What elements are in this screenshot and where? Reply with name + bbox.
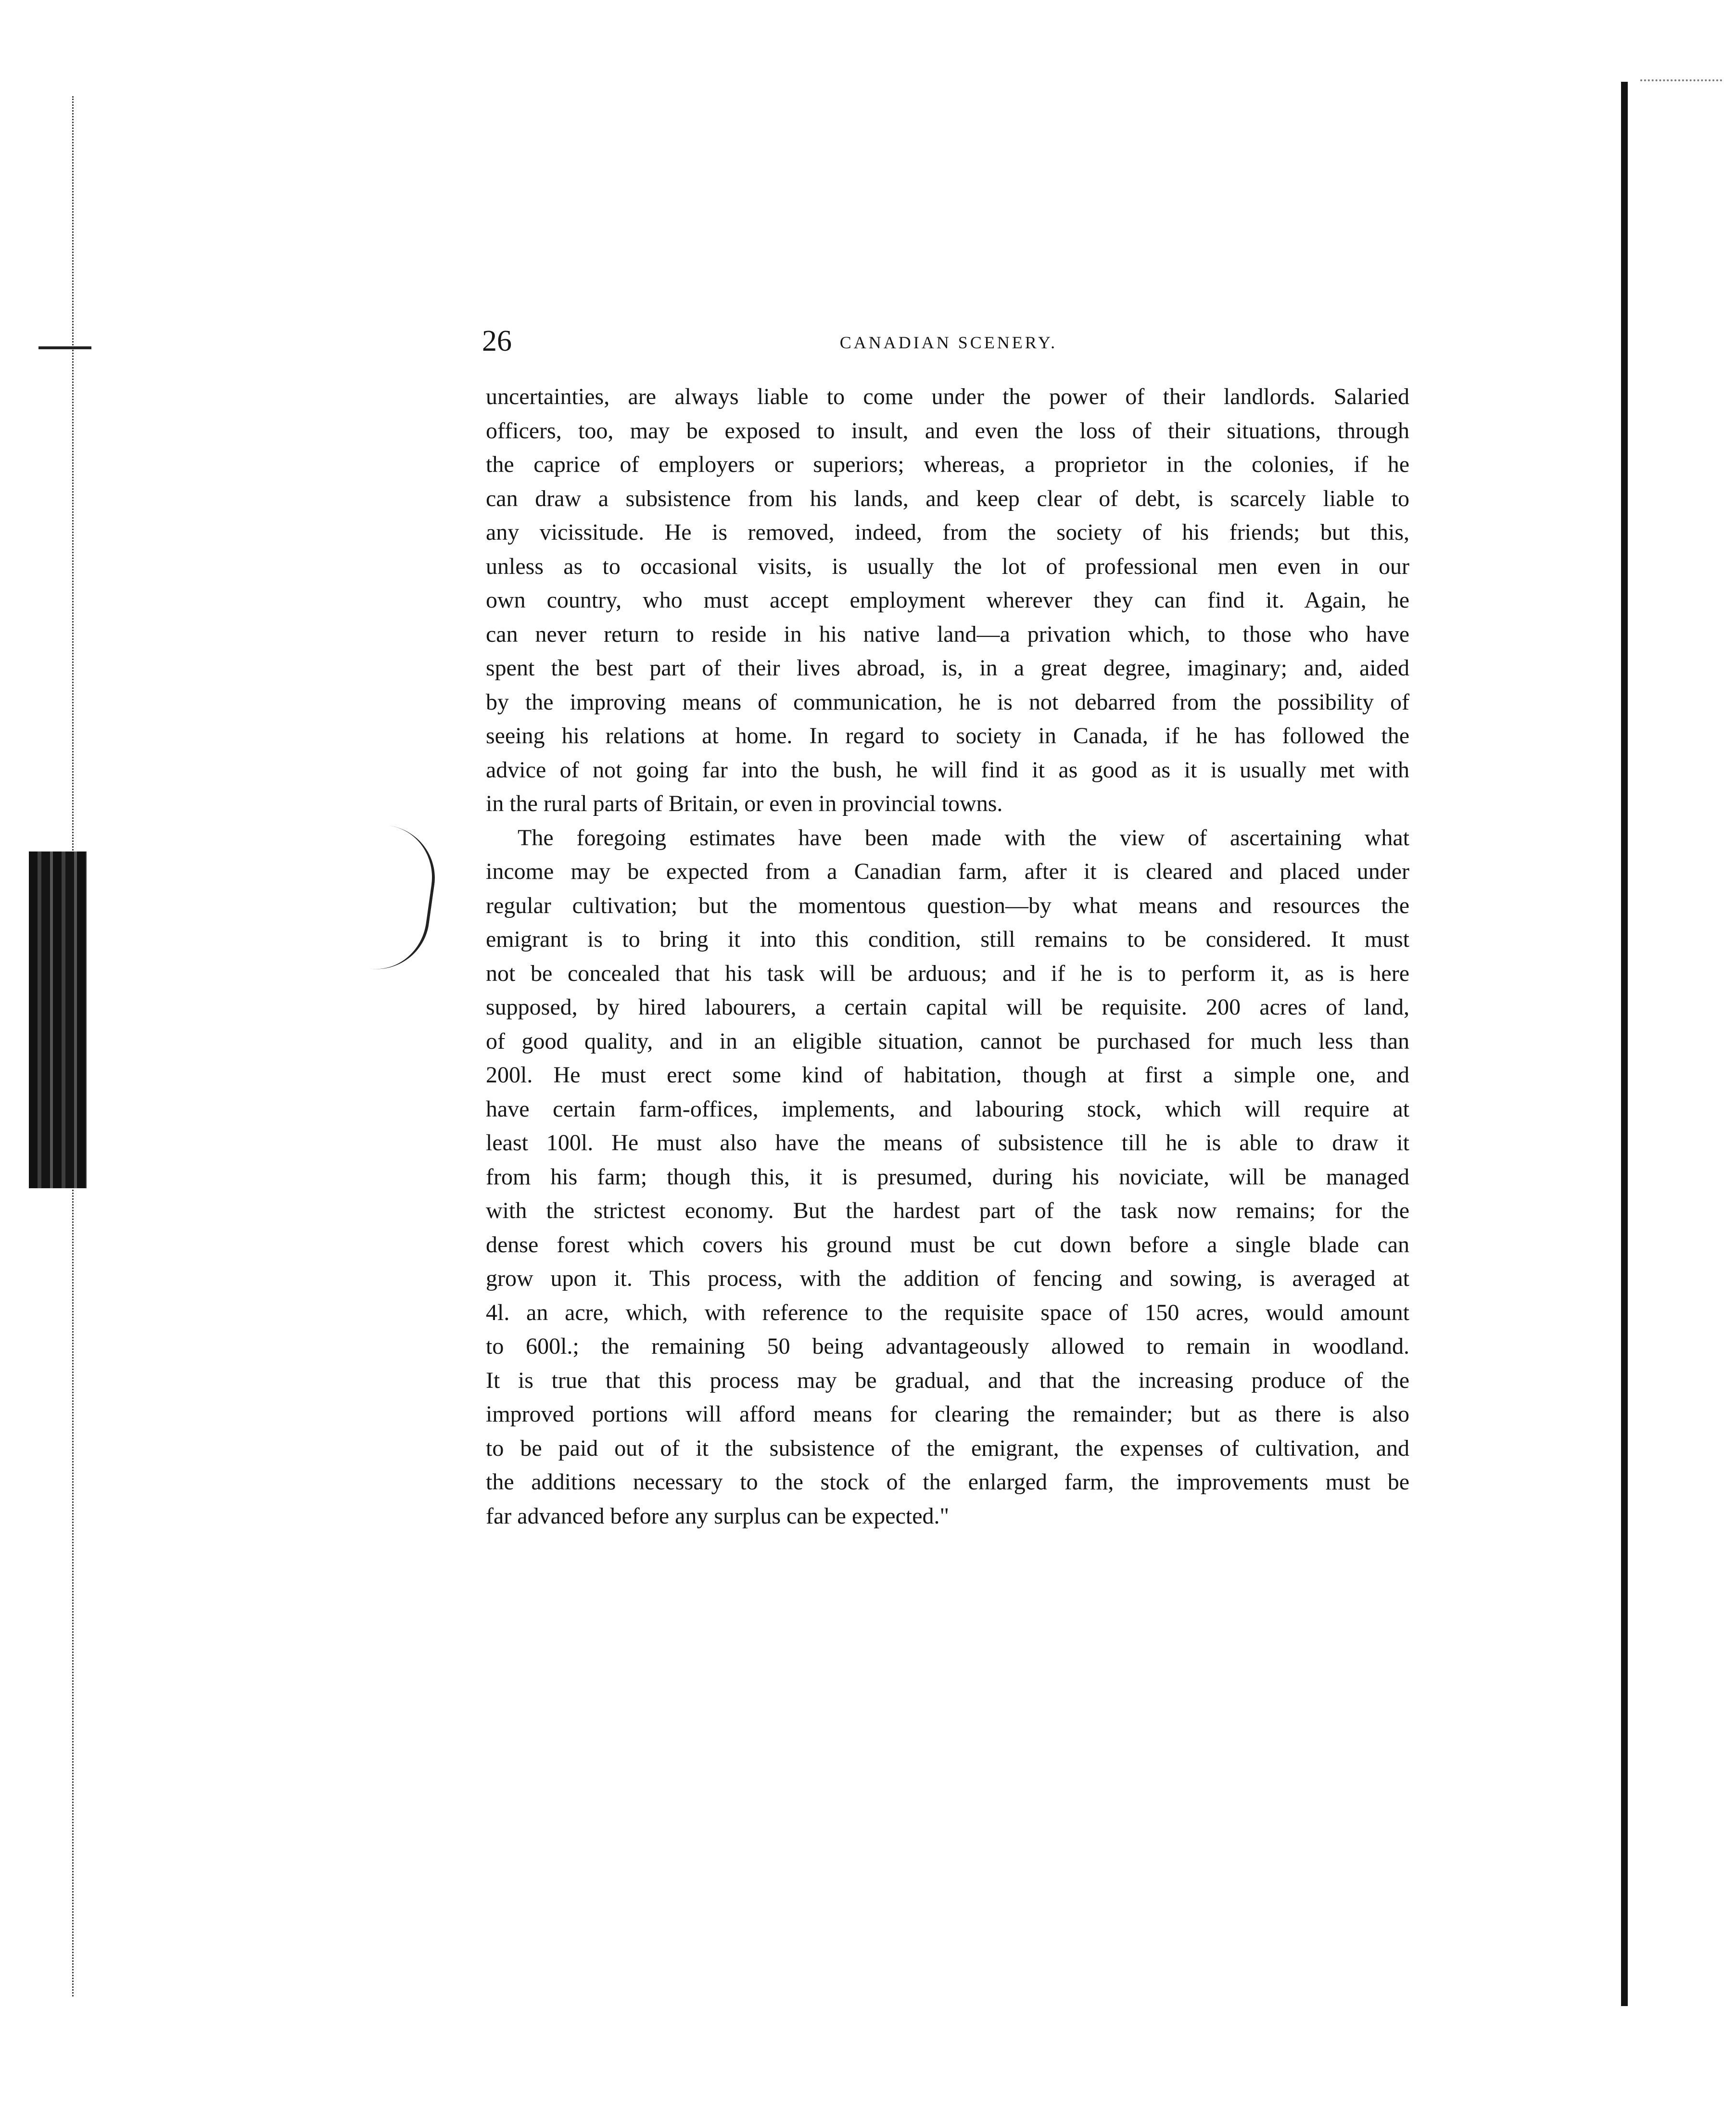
text-line: seeing his relations at home. In regard to society in Canada, if he has followed the <box>486 723 1409 749</box>
text-line: regular cultivation; but the momentous question—by what means and resources the <box>486 892 1409 918</box>
scan-left-rule <box>38 346 91 349</box>
text-line: spent the best part of their lives abroad, is, in a great degree, imaginary; and, aided <box>486 655 1409 681</box>
text-line: 200l. He must erect some kind of habitation, though at first a simple one, and <box>486 1062 1409 1088</box>
text-line: dense forest which covers his ground must be cut down before a single blade can <box>486 1232 1409 1258</box>
paragraph-1 <box>486 380 1409 821</box>
text-line: the caprice of employers or superiors; whereas, a proprietor in the colonies, if he <box>486 452 1409 477</box>
text-line: in the rural parts of Britain, or even in provincial towns. <box>486 791 1003 816</box>
text-line: from his farm; though this, it is presumed, during his noviciate, will be managed <box>486 1164 1409 1190</box>
text-line: to be paid out of it the subsistence of the emigrant, the expenses of cultivation, and <box>486 1435 1409 1461</box>
text-line: least 100l. He must also have the means of subsistence till he is able to draw it <box>486 1130 1409 1156</box>
text-line: income may be expected from a Canadian farm, after it is cleared and placed under <box>486 859 1409 884</box>
scan-right-speck <box>1640 79 1722 96</box>
text-line: The foregoing estimates have been made with the view of ascertaining what <box>518 825 1409 851</box>
text-line: any vicissitude. He is removed, indeed, from the society of his friends; but this, <box>486 520 1409 545</box>
text-line: the additions necessary to the stock of the enlarged farm, the improvements must be <box>486 1469 1409 1495</box>
text-line: improved portions will afford means for clearing the remainder; but as there is also <box>486 1401 1409 1427</box>
text-line: advice of not going far into the bush, he will find it as good as it is usually met with <box>486 757 1409 783</box>
text-line: 4l. an acre, which, with reference to the requisite space of 150 acres, would amount <box>486 1299 1409 1325</box>
scan-bracket-mark <box>352 823 442 976</box>
body-text <box>486 380 1409 1559</box>
text-line: unless as to occasional visits, is usually the lot of professional men even in our <box>486 553 1409 579</box>
scan-right-edge <box>1621 82 1628 2006</box>
text-line: by the improving means of communication, he is not debarred from the possibility of <box>486 689 1409 715</box>
text-line: own country, who must accept employment wherever they can find it. Again, he <box>486 587 1409 613</box>
page-number: 26 <box>482 325 512 357</box>
paragraph-2 <box>486 821 1409 1534</box>
running-title: CANADIAN SCENERY. <box>839 333 1058 352</box>
text-line: grow upon it. This process, with the addition of fencing and sowing, is averaged at <box>486 1266 1409 1291</box>
text-line: with the strictest economy. But the hardest part of the task now remains; for the <box>486 1198 1409 1223</box>
text-line: supposed, by hired labourers, a certain capital will be requisite. 200 acres of land, <box>486 994 1409 1020</box>
text-line: not be concealed that his task will be arduous; and if he is to perform it, as is here <box>486 960 1409 986</box>
text-line: to 600l.; the remaining 50 being advantageously allowed to remain in woodland. <box>486 1334 1409 1359</box>
text-line: far advanced before any surplus can be expected." <box>486 1503 950 1529</box>
text-line: officers, too, may be exposed to insult, and even the loss of their situations, through <box>486 418 1409 444</box>
text-line: uncertainties, are always liable to come under the power of their landlords. Salaried <box>486 384 1409 409</box>
running-head <box>482 313 1415 366</box>
text-line: of good quality, and in an eligible situation, cannot be purchased for much less than <box>486 1028 1409 1054</box>
scan-left-block <box>29 851 87 1188</box>
text-line: can draw a subsistence from his lands, and keep clear of debt, is scarcely liable to <box>486 485 1409 511</box>
text-line: have certain farm-offices, implements, and labouring stock, which will require at <box>486 1096 1409 1122</box>
text-line: emigrant is to bring it into this condition, still remains to be considered. It must <box>486 927 1409 952</box>
text-line: can never return to reside in his native land—a privation which, to those who have <box>486 621 1409 647</box>
text-line: It is true that this process may be gradual, and that the increasing produce of the <box>486 1367 1409 1393</box>
